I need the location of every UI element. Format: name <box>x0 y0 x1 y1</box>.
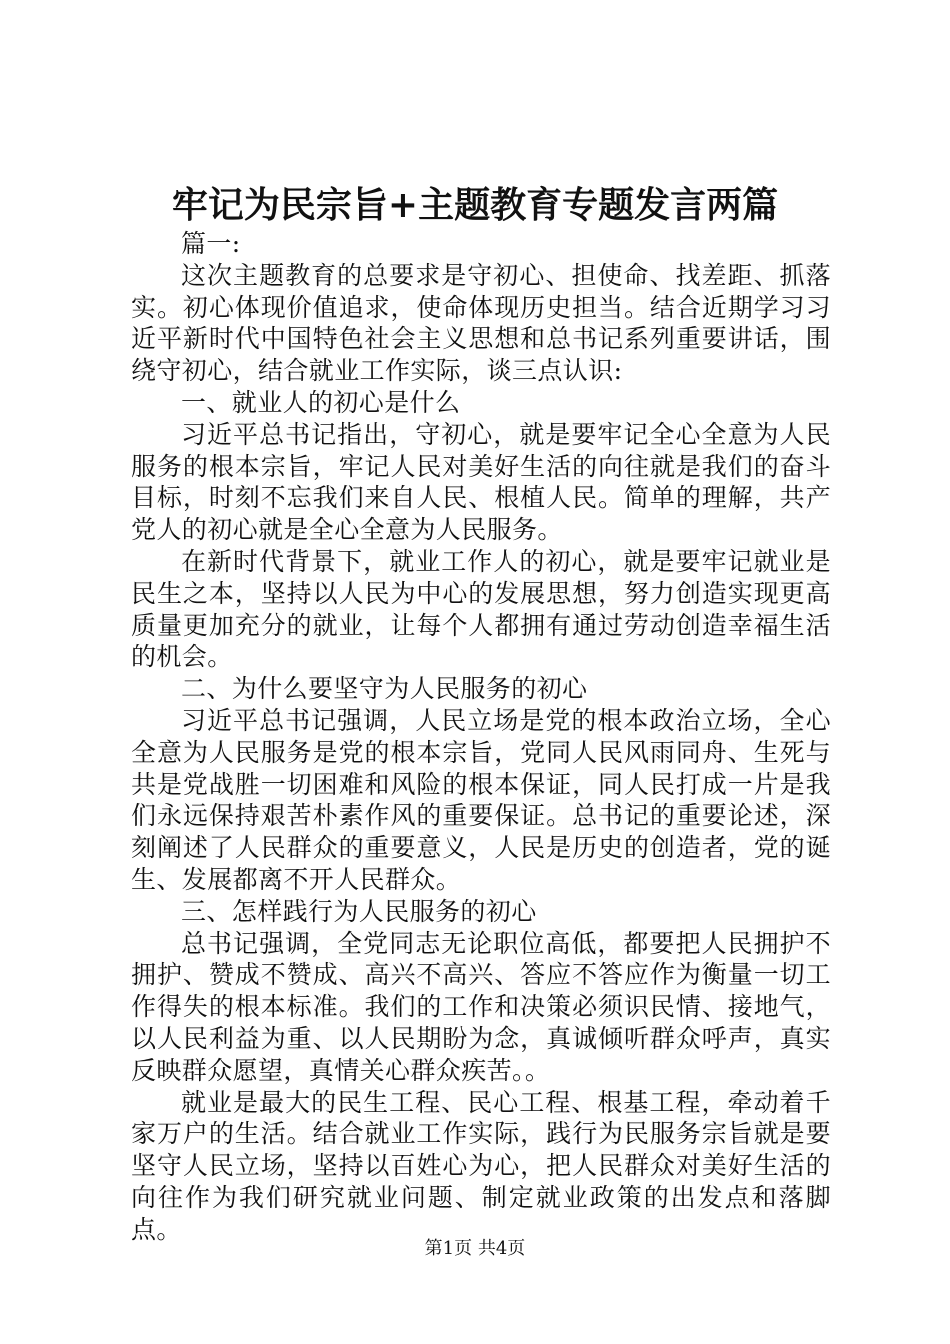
body-paragraph: 总书记强调，全党同志无论职位高低，都要把人民拥护不拥护、赞成不赞成、高兴不高兴、答应不答应作为衡量一切工作得失的根本标准。我们的工作和决策必须识民情、接地气，以人民利益为重、以人民期盼为念，真诚倾听群众呼声，真实反映群众愿望，真情关心群众疾苦。。 <box>131 928 831 1085</box>
body-paragraph: 习近平总书记强调，人民立场是党的根本政治立场，全心全意为人民服务是党的根本宗旨，党同人民风雨同舟、生死与共是党战胜一切困难和风险的根本保证，同人民打成一片是我们永远保持艰苦朴素作风的重要保证。总书记的重要论述，深刻阐述了人民群众的重要意义，人民是历史的创造者，党的诞生、发展都离不开人民群众。 <box>131 705 831 894</box>
body-paragraph: 在新时代背景下，就业工作人的初心，就是要牢记就业是民生之本，坚持以人民为中心的发展思想，努力创造实现更高质量更加充分的就业，让每个人都拥有通过劳动创造幸福生活的机会。 <box>131 546 831 672</box>
body-paragraph: 就业是最大的民生工程、民心工程、根基工程，牵动着千家万户的生活。结合就业工作实际，践行为民服务宗旨就是要坚守人民立场，坚持以百姓心为心，把人民群众对美好生活的向往作为我们研究就业问题、制定就业政策的出发点和落脚点。 <box>131 1087 831 1244</box>
section-label: 篇一: <box>181 229 241 258</box>
body-paragraph: 这次主题教育的总要求是守初心、担使命、找差距、抓落实。初心体现价值追求，使命体现历史担当。结合近期学习习近平新时代中国特色社会主义思想和总书记系列重要讲话，围绕守初心，结合就业工作实际，谈三点认识: <box>131 260 831 386</box>
section-heading: 二、为什么要坚守为人民服务的初心 <box>181 674 588 704</box>
document-title: 牢记为民宗旨+主题教育专题发言两篇 <box>171 184 779 226</box>
page-footer: 第1页 共4页 <box>424 1238 526 1259</box>
body-paragraph: 习近平总书记指出，守初心，就是要牢记全心全意为人民服务的根本宗旨，牢记人民对美好生活的向往就是我们的奋斗目标，时刻不忘我们来自人民、根植人民。简单的理解，共产党人的初心就是全心全意为人民服务。 <box>131 419 831 545</box>
section-heading: 一、就业人的初心是什么 <box>181 387 461 417</box>
section-heading: 三、怎样践行为人民服务的初心 <box>181 896 537 926</box>
document-body <box>131 228 831 1246</box>
